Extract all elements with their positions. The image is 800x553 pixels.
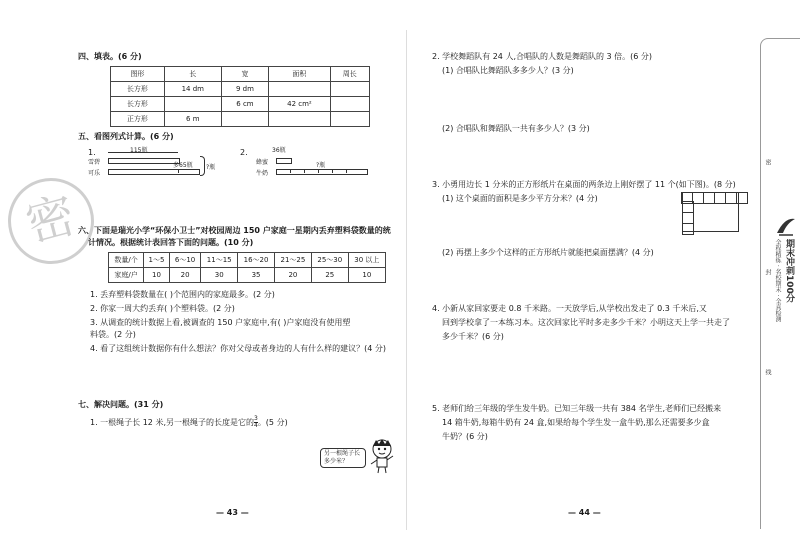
section5-title: 五、看图列式计算。(6 分) [78, 132, 174, 141]
table-header: 1～5 [144, 253, 170, 268]
seal-mark: 线 [764, 369, 771, 375]
table-cell: 6 m [164, 112, 221, 127]
seal-mark: 封 [764, 269, 771, 275]
table-row [111, 82, 370, 97]
bar-divider [332, 169, 333, 173]
table-cell: 6 cm [221, 97, 269, 112]
q2-part1: (1) 合唱队比舞蹈队多多少人？(3 分) [442, 66, 574, 75]
table-cell: 长方形 [111, 82, 165, 97]
table-cell-blank[interactable] [269, 112, 330, 127]
section6-title-line2: 计情况。根据统计表回答下面的问题。(10 分) [88, 238, 254, 247]
table-header-row [111, 67, 370, 82]
table-header: 11～15 [201, 253, 238, 268]
bar-divider [304, 169, 305, 173]
page-number-left: — 43 — [216, 508, 249, 517]
q5-line2: 14 箱牛奶,每箱牛奶有 24 盒,如果给每个学生发一盒牛奶,那么还需要多少盒 [442, 418, 710, 427]
brace-right [200, 156, 205, 176]
q3-title: 3. 小勇用边长 1 分米的正方形纸片在桌面的两条边上刚好摆了 11 个(如下图)。(8 分) [432, 180, 736, 189]
section6-question4: 4. 看了这组统计数据你有什么想法？你对父母或者身边的人有什么样的建议？(4 分) [90, 344, 387, 353]
bar-label: 牛奶 [256, 170, 269, 177]
section6-question1: 1. 丢弃塑料袋数量在( )个范围内的家庭最多。(2 分) [90, 290, 275, 299]
section6-table [108, 252, 386, 283]
table-cell: 20 [169, 268, 200, 283]
table-header: 周长 [330, 67, 369, 82]
seal-mark: 密 [764, 159, 771, 165]
q3-part2: (2) 再摆上多少个这样的正方形纸片就能把桌面摆满？(4 分) [442, 248, 654, 257]
bar-honey [276, 158, 292, 164]
table-cell-blank[interactable] [164, 97, 221, 112]
table-row [109, 268, 386, 283]
section6-question2: 2. 你家一周大约丢弃( )个塑料袋。(2 分) [90, 304, 235, 313]
table-cell: 25 [311, 268, 348, 283]
binding-sidebar [760, 38, 800, 529]
table-header: 图形 [111, 67, 165, 82]
q5-line1: 5. 老师们给三年级的学生发牛奶。已知三年级一共有 384 名学生,老师们已经搬来 [432, 404, 722, 413]
table-header: 16～20 [238, 253, 275, 268]
bar-label: 雪碧 [88, 159, 101, 166]
table-cell: 长方形 [111, 97, 165, 112]
question-label: ?瓶 [316, 162, 326, 169]
confidential-stamp: 密 [0, 168, 104, 273]
question-text: 1. 一根绳子长 12 米,另一根绳子的长度是它的 [90, 418, 254, 427]
table-header: 长 [164, 67, 221, 82]
q2-part2: (2) 合唱队和舞蹈队一共有多少人？(3 分) [442, 124, 590, 133]
question-points: 。(5 分) [257, 418, 288, 427]
page-divider [406, 30, 407, 530]
brand-title: 期末冲刺100分 [784, 239, 794, 303]
bar-cola [108, 169, 200, 175]
table-cell: 30 [201, 268, 238, 283]
brace-line [108, 152, 178, 153]
section4-title: 四、填表。(6 分) [78, 52, 142, 61]
section6-title-line1: 六、下面是瑞光小学“环保小卫士”对校园周边 150 户家庭一星期内丢弃塑料袋数量的统 [78, 226, 391, 235]
table-header: 面积 [269, 67, 330, 82]
table-top-outline [682, 192, 739, 232]
table-row [111, 112, 370, 127]
table-cell-blank[interactable] [330, 112, 369, 127]
q4-line3: 多少千米？(6 分) [442, 332, 504, 341]
problem-number: 2. [240, 148, 248, 157]
table-header: 数量/个 [109, 253, 144, 268]
q5-line3: 牛奶？(6 分) [442, 432, 488, 441]
fraction-denominator: 4 [253, 422, 258, 429]
table-cell: 9 dm [221, 82, 269, 97]
fraction-numerator: 3 [253, 415, 258, 422]
brand-slogan: 全程精练 · 名校期末 · 全真检测 [774, 239, 781, 323]
section7-title: 七、解决问题。(31 分) [78, 400, 164, 409]
table-row [111, 97, 370, 112]
page-number-right: — 44 — [568, 508, 601, 517]
brand-logo-icon [775, 215, 797, 237]
table-cell: 14 dm [164, 82, 221, 97]
problem-number: 1. [88, 148, 96, 157]
bar-divider [178, 169, 179, 173]
table-cell: 10 [348, 268, 385, 283]
q4-line2: 回到学校拿了一本练习本。这次回家比平时多走多少千米？小明这天上学一共走了 [442, 318, 730, 327]
table-cell: 35 [238, 268, 275, 283]
section6-question3-cont: 料袋。(2 分) [90, 330, 136, 339]
q2-title: 2. 学校舞蹈队有 24 人,合唱队的人数是舞蹈队的 3 倍。(6 分) [432, 52, 653, 61]
total-label: 36瓶 [272, 147, 286, 154]
bar-divider [346, 169, 347, 173]
table-cell: 家庭/户 [109, 268, 144, 283]
bar-sprite [108, 158, 180, 164]
section6-question3: 3. 从调查的统计数据上看,被调查的 150 户家庭中,有( )户家庭没有使用塑 [90, 318, 351, 327]
table-cell-blank[interactable] [330, 82, 369, 97]
section7-question1 [90, 416, 288, 429]
bar-divider [290, 169, 291, 173]
table-header: 21～25 [274, 253, 311, 268]
section4-table [110, 66, 370, 127]
table-cell-blank[interactable] [269, 82, 330, 97]
total-label: 115瓶 [130, 147, 148, 154]
more-label: 多65瓶 [173, 162, 193, 169]
table-header-row [109, 253, 386, 268]
table-header: 6～10 [169, 253, 200, 268]
table-cell: 20 [274, 268, 311, 283]
table-header: 宽 [221, 67, 269, 82]
q3-part1: (1) 这个桌面的面积是多少平方分米？(4 分) [442, 194, 598, 203]
bar-divider [318, 169, 319, 173]
table-cell-blank[interactable] [221, 112, 269, 127]
table-header: 30 以上 [348, 253, 385, 268]
question-label: ?瓶 [206, 164, 216, 171]
table-cell: 42 cm² [269, 97, 330, 112]
cartoon-boy-icon [368, 438, 396, 474]
bar-label: 可乐 [88, 170, 101, 177]
table-cell: 正方形 [111, 112, 165, 127]
bar-label: 蜂蜜 [256, 159, 269, 166]
q4-line1: 4. 小新从家回家要走 0.8 千米路。一天放学后,从学校出发走了 0.3 千米后,又 [432, 304, 707, 313]
table-header: 25～30 [311, 253, 348, 268]
table-cell: 10 [144, 268, 170, 283]
speech-bubble: 另一根绳子长多少米？ [320, 448, 366, 468]
table-cell-blank[interactable] [330, 97, 369, 112]
